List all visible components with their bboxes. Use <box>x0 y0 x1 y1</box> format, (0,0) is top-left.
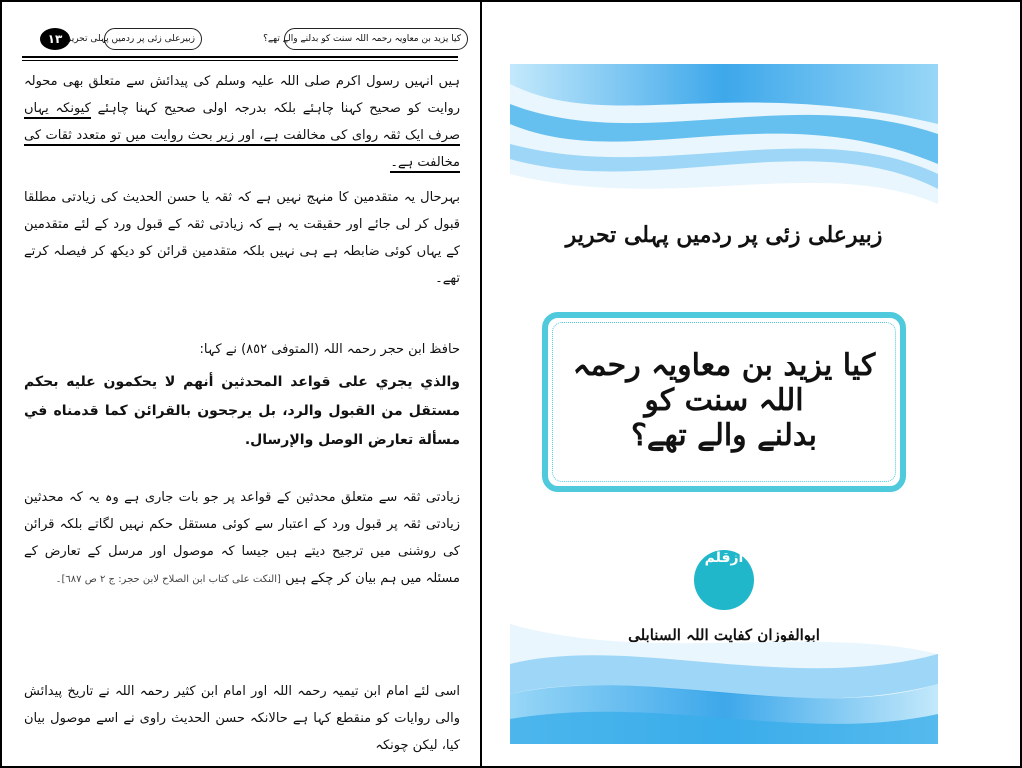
paragraph-1-text: ہیں انہیں رسول اکرم صلی اللہ علیہ وسلم کی پیدائش سے متعلق بھی محولہ روایت کو صحیح کہنا چاہئے بلکہ بدرجہ اولی صحیح کہنا چاہئے <box>24 74 460 116</box>
header-pill-short: زبیرعلی زئی پر ردمیں پہلی تحریر <box>104 28 202 50</box>
cover-title-box <box>542 312 906 492</box>
bottom-wave-decoration <box>510 624 938 744</box>
cover-subtitle: زبیرعلی زئی پر ردمیں پہلی تحریر <box>565 222 883 248</box>
citation-reference: [النكت على كتاب ابن الصلاح لابن حجر: ج ٢ ص ٦٨٧]۔ <box>55 574 281 585</box>
paragraph-5: اسی لئے امام ابن تیمیہ رحمہ اللہ اور امام ابن کثیر رحمہ اللہ نے تاریخ پیدائش والی روایات کو منقطع کہا ہے حالانکہ حسن الحدیث راوی نے اسے موصول بیان کیا، لیکن چونکہ <box>24 684 460 753</box>
cover-title-line-2: بدلنے والے تھے؟ <box>631 418 817 453</box>
arabic-quote: والذي يجري على قواعد المحدثين أنهم لا يحكمون عليه بحكم مستقل من القبول والرد، بل يرجحون بالقرائن كما قدمناه في مسألة تعارض الوصل والإرسال. <box>24 374 460 448</box>
page-header <box>22 24 461 52</box>
paragraph-4 <box>24 484 460 593</box>
left-page <box>2 2 480 766</box>
header-rule <box>22 56 458 58</box>
paragraph-2: بہرحال یہ متقدمین کا منہج نہیں ہے کہ ثقہ یا حسن الحدیث کی زیادتی مطلقا قبول کر لی جائے اور حقیقت یہ ہے کہ زیادتی ثقہ کے قبول ورد کے لئے متقدمین کے یہاں کوئی ضابطہ ہے ہی نہیں بلکہ متقدمین قرائن کو دیکھ کر فیصلہ کرتے تھے۔ <box>24 190 460 286</box>
author-name: ابوالفوزان کفایت اللہ السنابلی <box>628 626 820 644</box>
paragraph-1-underlined: کیونکہ یہاں صرف ایک ثقہ روای کی مخالفت ہے، اور زیر بحث روایت میں تو متعدد ثقات کی مخالفت ہے۔ <box>24 101 460 173</box>
paragraph-4-text: زیادتی ثقہ سے متعلق محدثین کے قواعد پر جو بات جاری ہے وہ یہ کہ محدثین زیادتی ثقہ پر قبول ورد کے اعتبار سے کوئی مستقل حکم نہیں لگاتے بلکہ قرائن کی روشنی میں ترجیح دیتے ہیں جیسا کہ موصول اور مرسل کے تعارض کے مسئلہ میں ہم بیان کر چکے ہیں <box>24 490 460 586</box>
paragraph-1 <box>24 68 460 176</box>
header-pill-long: کیا یزید بن معاویہ رحمہ اللہ سنت کو بدلنے والے تھے؟ <box>284 28 468 50</box>
cover-title-line-1: کیا یزید بن معاویہ رحمہ اللہ سنت کو <box>572 348 876 418</box>
header-rule-thin <box>22 60 458 61</box>
top-wave-decoration <box>510 64 938 204</box>
right-page <box>482 2 1020 766</box>
page-number: ١٣ <box>40 28 70 50</box>
by-pen-badge: ازقلم <box>694 550 754 610</box>
quote-intro: حافظ ابن حجر رحمہ اللہ (المتوفی ٨٥٢) نے کہا: <box>199 342 460 357</box>
book-cover <box>510 64 938 744</box>
